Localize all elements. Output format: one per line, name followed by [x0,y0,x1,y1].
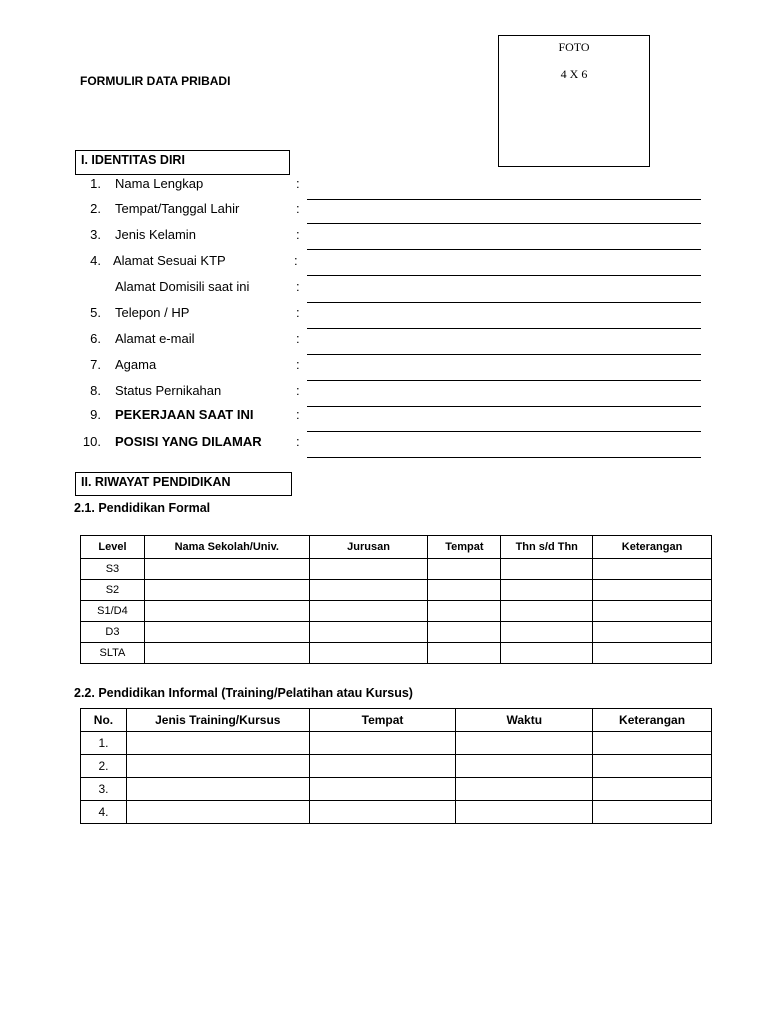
photo-size-label: 4 X 6 [560,67,588,81]
field-colon: : [296,305,300,320]
field-colon: : [296,357,300,372]
formal-empty-cell[interactable] [144,643,309,664]
formal-header-cell: Thn s/d Thn [501,536,593,559]
informal-empty-cell[interactable] [593,801,712,824]
field-colon: : [296,176,300,191]
field-number: 3. [90,227,101,242]
informal-table-header-row [81,709,712,732]
formal-header-cell: Keterangan [593,536,712,559]
section-riwayat-pendidikan-heading: II. RIWAYAT PENDIDIKAN [75,472,292,496]
informal-empty-cell[interactable] [456,778,593,801]
formal-empty-cell[interactable] [144,580,309,601]
field-input-line[interactable] [307,406,701,407]
field-colon: : [296,331,300,346]
formal-header-cell: Level [81,536,145,559]
formal-empty-cell[interactable] [309,559,428,580]
table-row [81,643,712,664]
formal-empty-cell[interactable] [593,643,712,664]
field-input-line[interactable] [307,457,701,458]
field-colon: : [296,383,300,398]
informal-empty-cell[interactable] [126,801,309,824]
formal-empty-cell[interactable] [501,580,593,601]
field-label: Alamat e-mail [115,331,195,346]
field-number: 5. [90,305,101,320]
table-row [81,778,712,801]
formal-empty-cell[interactable] [501,643,593,664]
form-title: FORMULIR DATA PRIBADI [80,74,231,88]
formal-education-table [80,535,712,664]
informal-empty-cell[interactable] [309,755,456,778]
formal-education-heading: 2.1. Pendidikan Formal [74,501,211,515]
informal-empty-cell[interactable] [126,732,309,755]
section-identitas-diri-heading: I. IDENTITAS DIRI [75,150,290,175]
photo-placeholder-box [498,35,650,167]
field-label: PEKERJAAN SAAT INI [115,407,254,422]
informal-empty-cell[interactable] [456,801,593,824]
field-colon: : [296,407,300,422]
formal-empty-cell[interactable] [501,559,593,580]
formal-empty-cell[interactable] [593,559,712,580]
field-input-line[interactable] [307,380,701,381]
field-colon: : [296,201,300,216]
informal-row-label: 4. [81,801,127,824]
field-number: 8. [90,383,101,398]
formal-empty-cell[interactable] [501,601,593,622]
field-label: Jenis Kelamin [115,227,196,242]
informal-header-cell: Jenis Training/Kursus [126,709,309,732]
field-label: Alamat Domisili saat ini [115,279,250,294]
formal-row-label: S3 [81,559,145,580]
field-colon: : [296,434,300,449]
formal-empty-cell[interactable] [309,643,428,664]
formal-empty-cell[interactable] [309,601,428,622]
field-number: 1. [90,176,101,191]
informal-empty-cell[interactable] [456,755,593,778]
formal-empty-cell[interactable] [144,601,309,622]
formal-row-label: SLTA [81,643,145,664]
field-input-line[interactable] [307,275,701,276]
informal-empty-cell[interactable] [126,755,309,778]
informal-header-cell: Tempat [309,709,456,732]
informal-empty-cell[interactable] [126,778,309,801]
photo-label: FOTO [558,40,590,54]
informal-education-heading: 2.2. Pendidikan Informal (Training/Pelatihan atau Kursus) [74,686,413,700]
informal-header-cell: Keterangan [593,709,712,732]
informal-row-label: 3. [81,778,127,801]
formal-empty-cell[interactable] [428,601,501,622]
field-input-line[interactable] [307,328,701,329]
formal-empty-cell[interactable] [309,580,428,601]
informal-header-cell: No. [81,709,127,732]
informal-row-label: 2. [81,755,127,778]
field-label: Nama Lengkap [115,176,204,191]
field-label: Telepon / HP [115,305,190,320]
field-label: Status Pernikahan [115,383,222,398]
formal-header-cell: Nama Sekolah/Univ. [144,536,309,559]
formal-empty-cell[interactable] [501,622,593,643]
formal-empty-cell[interactable] [144,622,309,643]
field-number: 10. [82,434,101,449]
formal-header-cell: Jurusan [309,536,428,559]
formal-row-label: D3 [81,622,145,643]
table-row [81,755,712,778]
field-input-line[interactable] [307,249,701,250]
informal-empty-cell[interactable] [309,778,456,801]
field-number: 2. [90,201,101,216]
formal-header-cell: Tempat [428,536,501,559]
informal-empty-cell[interactable] [593,732,712,755]
field-number: 9. [90,407,101,422]
formal-empty-cell[interactable] [428,559,501,580]
formal-empty-cell[interactable] [309,622,428,643]
field-number: 4. [90,253,101,268]
informal-education-table [80,708,712,824]
formal-empty-cell[interactable] [593,601,712,622]
field-label: Alamat Sesuai KTP [113,253,226,268]
table-row [81,580,712,601]
field-colon: : [296,227,300,242]
field-input-line[interactable] [307,302,701,303]
field-input-line[interactable] [307,431,701,432]
field-input-line[interactable] [307,199,701,200]
informal-header-cell: Waktu [456,709,593,732]
table-row [81,732,712,755]
field-label: POSISI YANG DILAMAR [115,434,262,449]
table-row [81,559,712,580]
formal-table-header-row [81,536,712,559]
table-row [81,622,712,643]
formal-empty-cell[interactable] [593,622,712,643]
field-number: 6. [90,331,101,346]
informal-empty-cell[interactable] [456,732,593,755]
field-input-line[interactable] [307,354,701,355]
formal-empty-cell[interactable] [593,580,712,601]
field-label: Tempat/Tanggal Lahir [115,201,240,216]
field-colon: : [294,253,298,268]
formal-empty-cell[interactable] [144,559,309,580]
formal-empty-cell[interactable] [428,622,501,643]
field-label: Agama [115,357,157,372]
informal-empty-cell[interactable] [593,778,712,801]
formal-empty-cell[interactable] [428,643,501,664]
field-colon: : [296,279,300,294]
informal-empty-cell[interactable] [309,732,456,755]
informal-empty-cell[interactable] [309,801,456,824]
table-row [81,601,712,622]
informal-row-label: 1. [81,732,127,755]
field-number: 7. [90,357,101,372]
informal-empty-cell[interactable] [593,755,712,778]
formal-empty-cell[interactable] [428,580,501,601]
formal-row-label: S2 [81,580,145,601]
table-row [81,801,712,824]
formal-row-label: S1/D4 [81,601,145,622]
field-input-line[interactable] [307,223,701,224]
